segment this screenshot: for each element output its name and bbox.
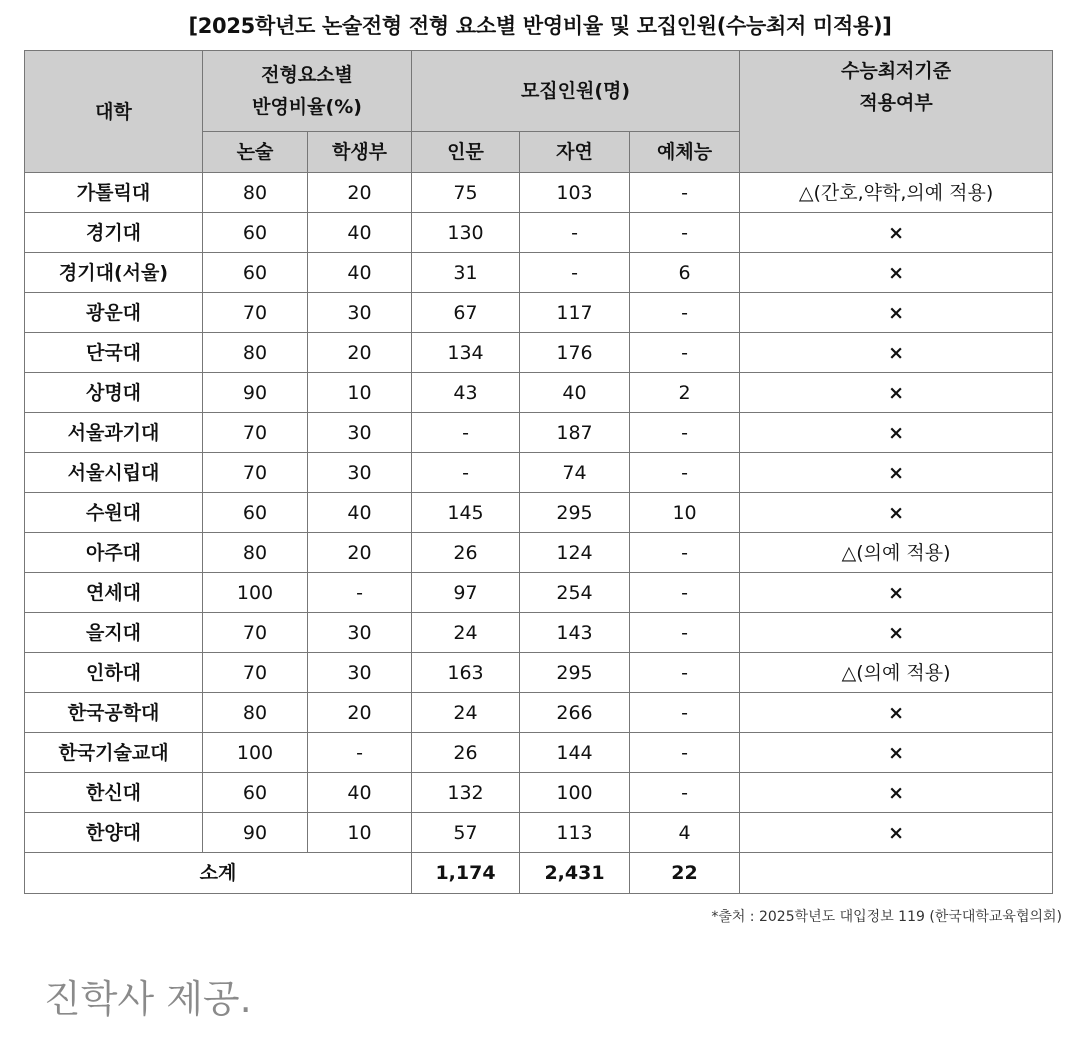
cell-arts: - [630, 293, 740, 333]
cell-arts: 10 [630, 493, 740, 533]
cell-university: 단국대 [25, 333, 203, 373]
cell-humanities: 31 [412, 253, 520, 293]
cell-essay: 70 [203, 293, 308, 333]
header-science: 자연 [520, 132, 630, 173]
cell-science: 254 [520, 573, 630, 613]
cell-record: 10 [308, 373, 412, 413]
header-recruit-group: 모집인원(명) [412, 51, 740, 132]
total-csat [740, 853, 1053, 894]
cell-arts: - [630, 533, 740, 573]
cell-science: 117 [520, 293, 630, 333]
cell-csat: × [740, 333, 1053, 373]
header-csat [740, 51, 1053, 173]
table-row [25, 173, 1053, 213]
cell-essay: 70 [203, 613, 308, 653]
cell-science: 113 [520, 813, 630, 853]
cell-university: 아주대 [25, 533, 203, 573]
cell-arts: - [630, 333, 740, 373]
header-record: 학생부 [308, 132, 412, 173]
cell-csat: × [740, 253, 1053, 293]
cell-arts: - [630, 773, 740, 813]
header-csat-line2: 적용여부 [859, 92, 933, 114]
cell-science: 295 [520, 653, 630, 693]
header-university: 대학 [25, 51, 203, 173]
cell-csat: △(의예 적용) [740, 533, 1053, 573]
cell-humanities: 26 [412, 733, 520, 773]
table-row [25, 813, 1053, 853]
cell-humanities: 163 [412, 653, 520, 693]
cell-essay: 70 [203, 413, 308, 453]
total-humanities: 1,174 [412, 853, 520, 894]
cell-essay: 80 [203, 333, 308, 373]
header-csat-line1: 수능최저기준 [840, 60, 952, 82]
header-arts: 예체능 [630, 132, 740, 173]
table-row [25, 333, 1053, 373]
cell-essay: 60 [203, 773, 308, 813]
cell-humanities: 43 [412, 373, 520, 413]
cell-record: 30 [308, 613, 412, 653]
cell-record: 20 [308, 173, 412, 213]
table-row [25, 453, 1053, 493]
cell-record: 40 [308, 773, 412, 813]
cell-science: 74 [520, 453, 630, 493]
cell-science: 103 [520, 173, 630, 213]
cell-university: 을지대 [25, 613, 203, 653]
cell-essay: 80 [203, 533, 308, 573]
source-note: *출처 : 2025학년도 대입정보 119 (한국대학교육협의회) [711, 909, 1062, 925]
cell-arts: - [630, 613, 740, 653]
table-row [25, 293, 1053, 333]
table-title: [2025학년도 논술전형 전형 요소별 반영비율 및 모집인원(수능최저 미적용)] [188, 14, 892, 38]
total-arts: 22 [630, 853, 740, 894]
cell-university: 광운대 [25, 293, 203, 333]
table-row [25, 693, 1053, 733]
cell-arts: - [630, 173, 740, 213]
table-row [25, 773, 1053, 813]
cell-humanities: 97 [412, 573, 520, 613]
photo-credit: 진학사 제공. [44, 977, 252, 1021]
cell-humanities: 145 [412, 493, 520, 533]
header-ratio-line1: 전형요소별 [261, 64, 353, 86]
cell-record: 20 [308, 333, 412, 373]
cell-record: 20 [308, 693, 412, 733]
cell-humanities: 24 [412, 693, 520, 733]
cell-essay: 80 [203, 173, 308, 213]
cell-arts: - [630, 573, 740, 613]
cell-record: 10 [308, 813, 412, 853]
cell-science: 176 [520, 333, 630, 373]
table-row [25, 493, 1053, 533]
admissions-table [24, 50, 1053, 894]
cell-science: - [520, 253, 630, 293]
cell-science: 40 [520, 373, 630, 413]
cell-csat: × [740, 613, 1053, 653]
cell-arts: - [630, 733, 740, 773]
table-row [25, 733, 1053, 773]
cell-csat: × [740, 373, 1053, 413]
header-ratio-group [203, 51, 412, 132]
cell-essay: 100 [203, 733, 308, 773]
cell-science: 187 [520, 413, 630, 453]
cell-university: 경기대 [25, 213, 203, 253]
cell-essay: 60 [203, 213, 308, 253]
cell-essay: 60 [203, 493, 308, 533]
table-row [25, 653, 1053, 693]
cell-record: 30 [308, 413, 412, 453]
cell-arts: 2 [630, 373, 740, 413]
cell-essay: 90 [203, 813, 308, 853]
cell-university: 인하대 [25, 653, 203, 693]
cell-record: 30 [308, 653, 412, 693]
cell-essay: 80 [203, 693, 308, 733]
cell-essay: 70 [203, 653, 308, 693]
cell-humanities: - [412, 413, 520, 453]
table-row [25, 413, 1053, 453]
cell-csat: △(간호,약학,의예 적용) [740, 173, 1053, 213]
cell-csat: × [740, 453, 1053, 493]
cell-essay: 60 [203, 253, 308, 293]
cell-arts: - [630, 453, 740, 493]
cell-csat: × [740, 773, 1053, 813]
total-row [25, 853, 1053, 894]
cell-arts: - [630, 213, 740, 253]
cell-university: 한국공학대 [25, 693, 203, 733]
header-essay: 논술 [203, 132, 308, 173]
cell-science: 124 [520, 533, 630, 573]
cell-record: 40 [308, 213, 412, 253]
table-row [25, 253, 1053, 293]
cell-record: 30 [308, 293, 412, 333]
cell-arts: - [630, 413, 740, 453]
cell-humanities: 134 [412, 333, 520, 373]
cell-record: 40 [308, 493, 412, 533]
cell-university: 가톨릭대 [25, 173, 203, 213]
cell-essay: 100 [203, 573, 308, 613]
cell-csat: △(의예 적용) [740, 653, 1053, 693]
table-row [25, 613, 1053, 653]
cell-csat: × [740, 293, 1053, 333]
cell-record: 20 [308, 533, 412, 573]
table-row [25, 533, 1053, 573]
cell-humanities: 130 [412, 213, 520, 253]
cell-essay: 70 [203, 453, 308, 493]
table-row [25, 213, 1053, 253]
cell-record: - [308, 733, 412, 773]
cell-university: 수원대 [25, 493, 203, 533]
cell-humanities: 24 [412, 613, 520, 653]
cell-university: 한양대 [25, 813, 203, 853]
cell-arts: 6 [630, 253, 740, 293]
cell-csat: × [740, 693, 1053, 733]
cell-university: 서울시립대 [25, 453, 203, 493]
cell-science: 100 [520, 773, 630, 813]
cell-humanities: 132 [412, 773, 520, 813]
cell-arts: - [630, 653, 740, 693]
header-humanities: 인문 [412, 132, 520, 173]
cell-arts: - [630, 693, 740, 733]
cell-university: 한국기술교대 [25, 733, 203, 773]
cell-csat: × [740, 733, 1053, 773]
cell-csat: × [740, 413, 1053, 453]
cell-university: 경기대(서울) [25, 253, 203, 293]
total-science: 2,431 [520, 853, 630, 894]
cell-humanities: 57 [412, 813, 520, 853]
cell-university: 연세대 [25, 573, 203, 613]
cell-science: 295 [520, 493, 630, 533]
cell-humanities: 75 [412, 173, 520, 213]
table-row [25, 573, 1053, 613]
cell-humanities: - [412, 453, 520, 493]
cell-essay: 90 [203, 373, 308, 413]
cell-humanities: 67 [412, 293, 520, 333]
cell-university: 서울과기대 [25, 413, 203, 453]
cell-csat: × [740, 493, 1053, 533]
header-ratio-line2: 반영비율(%) [252, 96, 362, 118]
cell-science: 143 [520, 613, 630, 653]
cell-science: 144 [520, 733, 630, 773]
table-body [25, 173, 1053, 853]
cell-csat: × [740, 573, 1053, 613]
cell-arts: 4 [630, 813, 740, 853]
cell-record: - [308, 573, 412, 613]
cell-csat: × [740, 213, 1053, 253]
total-label: 소계 [25, 853, 412, 894]
cell-humanities: 26 [412, 533, 520, 573]
cell-record: 40 [308, 253, 412, 293]
cell-university: 상명대 [25, 373, 203, 413]
cell-csat: × [740, 813, 1053, 853]
cell-science: - [520, 213, 630, 253]
cell-university: 한신대 [25, 773, 203, 813]
table-row [25, 373, 1053, 413]
cell-record: 30 [308, 453, 412, 493]
cell-science: 266 [520, 693, 630, 733]
